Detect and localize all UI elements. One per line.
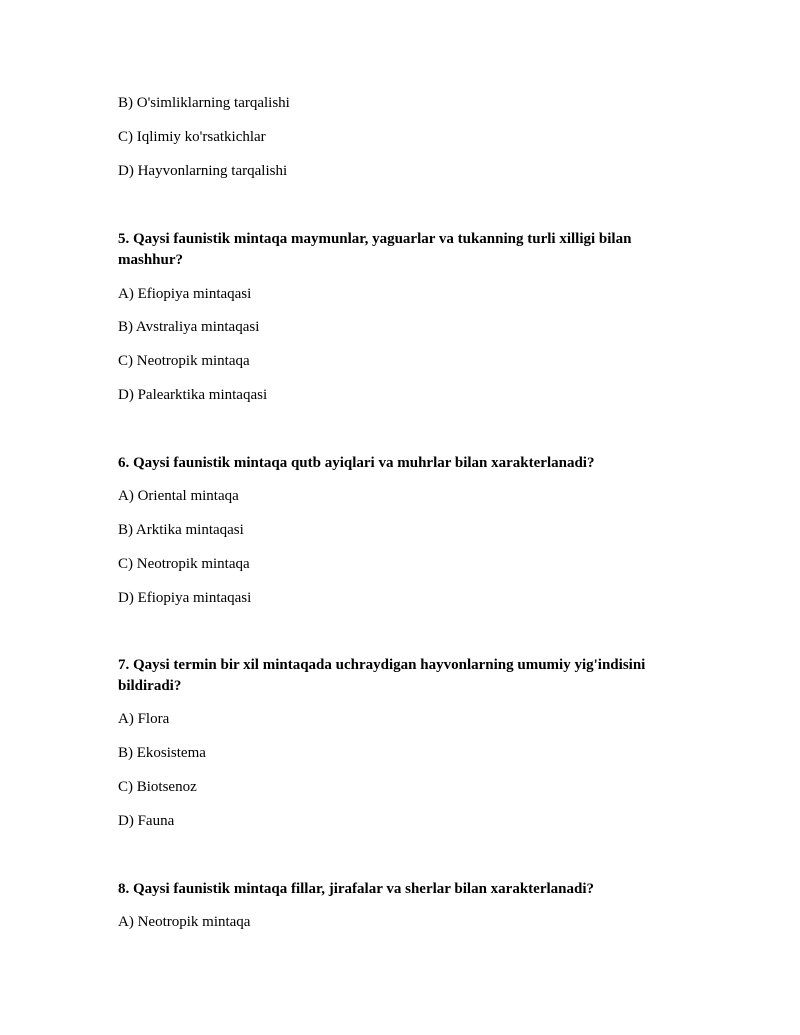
question-6-option-b: B) Arktika mintaqasi	[118, 522, 244, 538]
question-7: 7. Qaysi termin bir xil mintaqada uchraydigan hayvonlarning umumiy yig'indisini bildiradi?	[118, 657, 646, 694]
question-7-option-c: C) Biotsenoz	[118, 779, 197, 795]
question-5-option-b: B) Avstraliya mintaqasi	[118, 319, 260, 335]
question-7-option-d: D) Fauna	[118, 813, 175, 829]
question-5-option-a: A) Efiopiya mintaqasi	[118, 286, 252, 302]
option-c: C) Iqlimiy ko'rsatkichlar	[118, 129, 266, 145]
question-8: 8. Qaysi faunistik mintaqa fillar, jirafalar va sherlar bilan xarakterlanadi?	[118, 881, 595, 897]
question-7-option-a: A) Flora	[118, 711, 170, 727]
question-7-option-b: B) Ekosistema	[118, 745, 206, 761]
question-6-option-d: D) Efiopiya mintaqasi	[118, 590, 252, 606]
option-b: B) O'simliklarning tarqalishi	[118, 95, 290, 111]
question-6-option-c: C) Neotropik mintaqa	[118, 556, 250, 572]
question-8-option-a: A) Neotropik mintaqa	[118, 914, 251, 930]
question-6: 6. Qaysi faunistik mintaqa qutb ayiqlari va muhrlar bilan xarakterlanadi?	[118, 455, 595, 471]
option-d: D) Hayvonlarning tarqalishi	[118, 163, 288, 179]
question-5-option-d: D) Palearktika mintaqasi	[118, 387, 268, 403]
question-5-option-c: C) Neotropik mintaqa	[118, 353, 250, 369]
question-6-option-a: A) Oriental mintaqa	[118, 488, 239, 504]
question-5: 5. Qaysi faunistik mintaqa maymunlar, yaguarlar va tukanning turli xilligi bilan mashhur?	[118, 231, 632, 268]
